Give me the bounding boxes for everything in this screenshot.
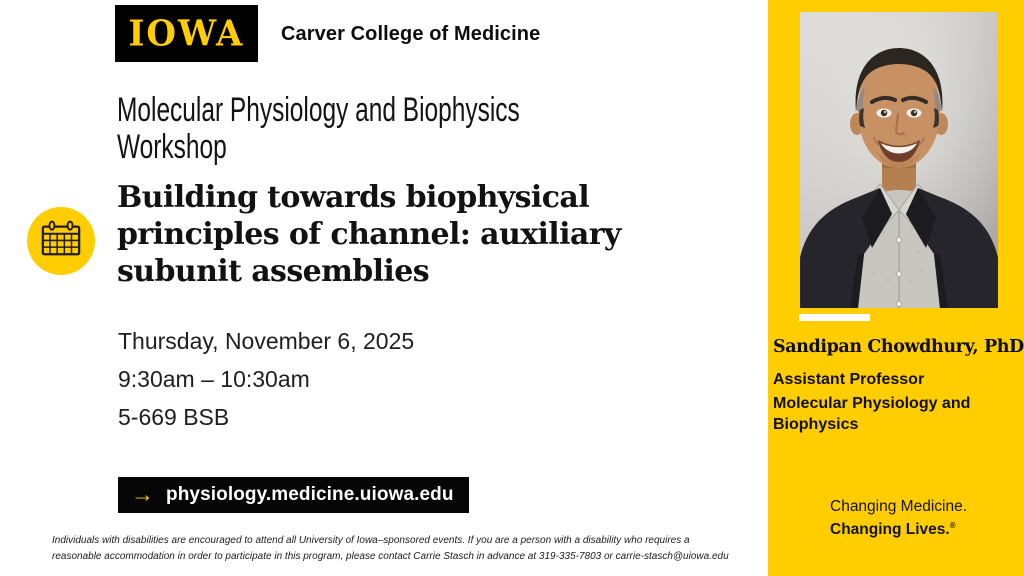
event-date: Thursday, November 6, 2025 [118,328,415,354]
speaker-photo [800,12,998,308]
speaker-name: Sandipan Chowdhury, PhD [773,337,1024,357]
speaker-department: Molecular Physiology and Biophysics [773,395,971,433]
website-link[interactable] [118,477,469,513]
disclaimer-line-2: reasonable accommodation in order to participate in this program, please contact Carrie Stasch in advance at 319-335-7803 or carrie-stasch@uiowa.edu [52,550,729,562]
photo-underline-bar [799,314,870,321]
registered-mark: ® [949,521,956,530]
speaker-panel [768,0,1024,576]
event-time: 9:30am – 10:30am [118,366,310,392]
arrow-right-icon: → [131,480,154,507]
series-line-1: Molecular Physiology and Biophysics [117,91,520,129]
tagline [830,497,967,539]
disclaimer-line-1: Individuals with disabilities are encouraged to attend all University of Iowa–sponsored events. If you are a person with a disability who requires a [52,535,690,546]
speaker-title: Assistant Professor [773,371,925,388]
website-url: physiology.medicine.uiowa.edu [166,484,454,505]
calendar-badge [27,207,95,275]
event-location: 5-669 BSB [118,404,230,430]
series-line-2: Workshop [117,128,227,166]
calendar-icon [38,218,84,265]
college-name: Carver College of Medicine [281,23,541,45]
tagline-line-2: Changing Lives.® [830,521,956,539]
speaker-portrait-illustration [800,12,998,308]
iowa-logo [115,5,258,62]
iowa-logo-text: IOWA [128,12,245,55]
event-details [118,328,414,430]
series-heading [117,92,520,166]
event-title-line-3: subunit assemblies [117,254,429,289]
tagline-line-1: Changing Medicine. [830,498,968,515]
accessibility-disclaimer [52,533,729,564]
event-title-line-2: principles of channel: auxiliary [117,217,621,252]
event-title [117,179,621,290]
event-title-line-1: Building towards biophysical [117,180,590,215]
